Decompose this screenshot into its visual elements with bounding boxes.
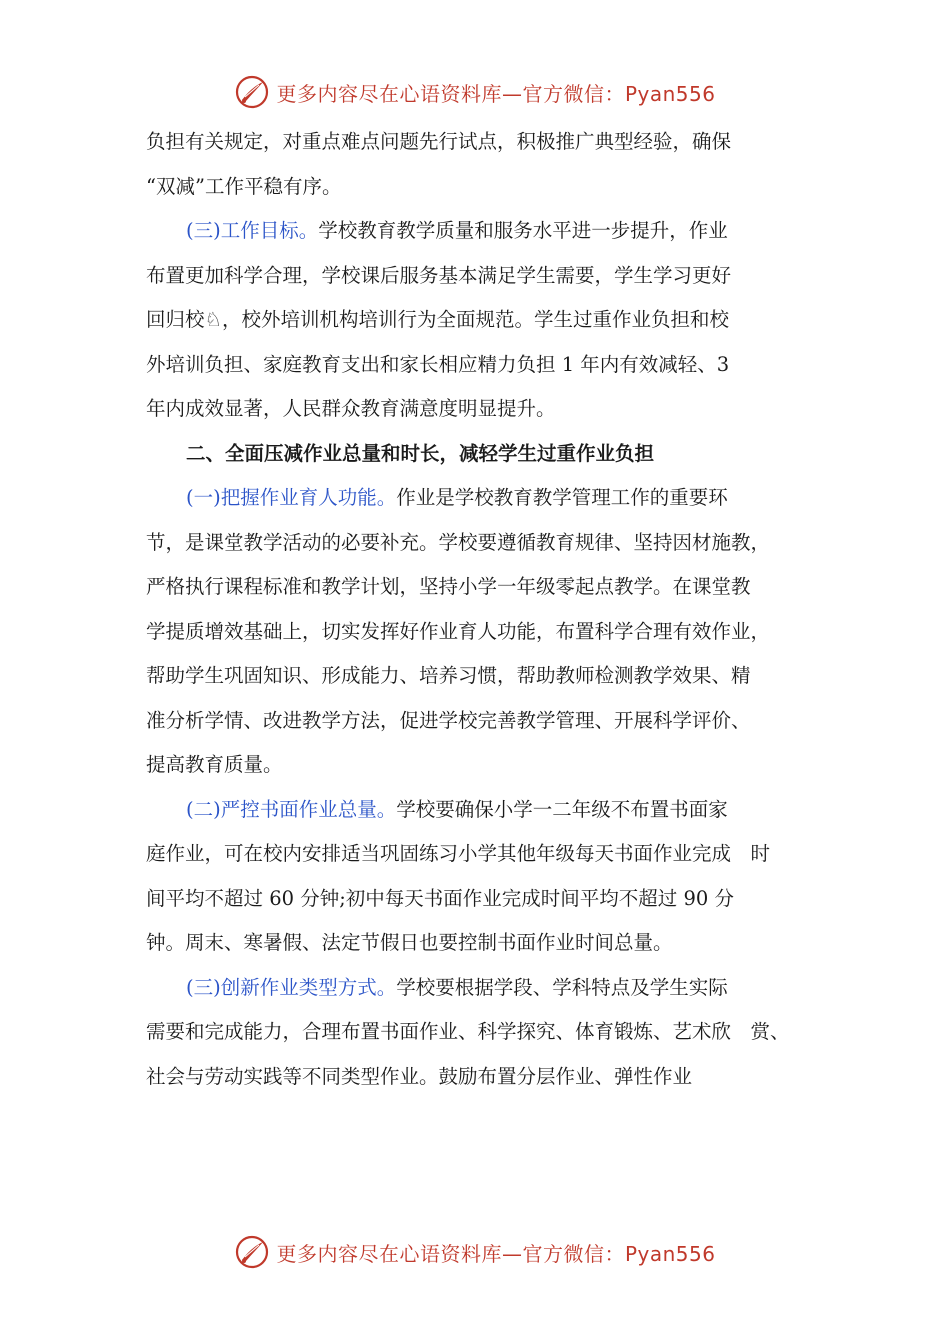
paragraph-work-goals <box>146 209 836 432</box>
feather-seal-icon <box>234 74 270 110</box>
paragraph-text: 学校要根据学段、学科特点及学生实际 <box>396 975 728 999</box>
paragraph-heading: (一)把握作业育人功能。 <box>186 486 397 509</box>
feather-seal-icon <box>234 1234 270 1270</box>
text-line: 节，是课堂教学活动的必要补充。学校要遵循教育规律、坚持因材施教， <box>146 530 771 554</box>
text-line: 学提质增效基础上，切实发挥好作业育人功能，布置科学合理有效作业， <box>146 619 771 643</box>
paragraph-text: 学校教育教学质量和服务水平进一步提升，作业 <box>318 219 728 242</box>
text-line: 提高教育质量。 <box>146 753 283 776</box>
text-line: 负担有关规定，对重点难点问题先行试点，积极推广典型经验，确保 <box>146 130 732 153</box>
paragraph-homework-types <box>146 966 836 1100</box>
text-line: “双减”工作平稳有序。 <box>146 174 342 198</box>
watermark-banner-bottom <box>0 1232 950 1272</box>
text-line <box>146 209 836 254</box>
text-line: 年内成效显著，人民群众教育满意度明显提升。 <box>146 397 556 420</box>
watermark-text: 更多内容尽在心语资料库—官方微信：Pyan556 <box>276 81 716 106</box>
watermark-text: 更多内容尽在心语资料库—官方微信：Pyan556 <box>276 1241 716 1266</box>
document-body <box>146 120 836 1099</box>
paragraph-heading: (三)创新作业类型方式。 <box>186 975 397 999</box>
paragraph-heading: (二)严控书面作业总量。 <box>186 797 397 821</box>
paragraph-text: 作业是学校教育教学管理工作的重要环 <box>396 486 728 509</box>
text-line: 需要和完成能力，合理布置书面作业、科学探究、体育锻炼、艺术欣 赏、 <box>146 1020 790 1043</box>
text-line: 庭作业，可在校内安排适当巩固练习小学其他年级每天书面作业完成 时 <box>146 842 771 865</box>
paragraph-continuation <box>146 120 836 209</box>
text-line: 外培训负担、家庭教育支出和家长相应精力负担 1 年内有效减轻、3 <box>146 352 730 376</box>
text-line <box>146 476 836 521</box>
text-line: 准分析学情、改进教学方法，促进学校完善教学管理、开展科学评价、 <box>146 708 751 732</box>
text-line: 社会与劳动实践等不同类型作业。鼓励布置分层作业、弹性作业 <box>146 1064 693 1088</box>
text-line: 回归校♘，校外培训机构培训行为全面规范。学生过重作业负担和校 <box>146 308 729 331</box>
text-line <box>146 788 836 833</box>
paragraph-text: 学校要确保小学一二年级不布置书面家 <box>396 797 728 821</box>
text-line: 严格执行课程标准和教学计划，坚持小学一年级零起点教学。在课堂教 <box>146 575 751 598</box>
text-line: 钟。周末、寒暑假、法定节假日也要控制书面作业时间总量。 <box>146 931 673 954</box>
paragraph-heading: (三)工作目标。 <box>186 219 319 242</box>
paragraph-homework-volume <box>146 788 836 966</box>
text-line <box>146 966 836 1011</box>
text-line: 间平均不超过 60 分钟;初中每天书面作业完成时间平均不超过 90 分 <box>146 886 734 910</box>
text-line: 帮助学生巩固知识、形成能力、培养习惯，帮助教师检测教学效果、精 <box>146 664 751 687</box>
section-title: 二、全面压减作业总量和时长，减轻学生过重作业负担 <box>186 441 655 465</box>
text-line: 布置更加科学合理，学校课后服务基本满足学生需要，学生学习更好 <box>146 263 732 287</box>
paragraph-homework-function <box>146 476 836 788</box>
watermark-banner-top <box>0 72 950 112</box>
